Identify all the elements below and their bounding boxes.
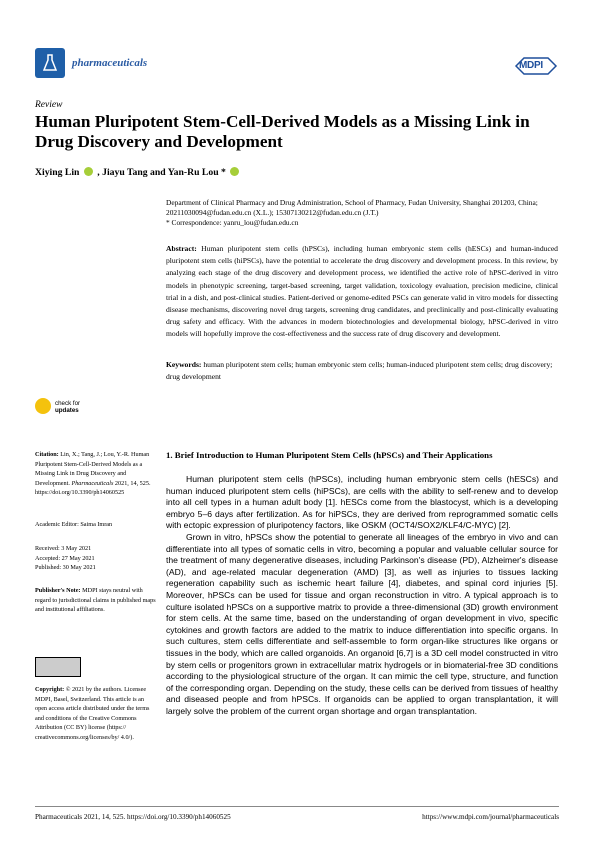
publisher-note [35,586,157,615]
footer-divider [35,806,559,807]
footer-citation[interactable]: Pharmaceuticals 2021, 14, 525. https://doi.org/10.3390/ph14060525 [35,813,231,821]
citation-journal: Pharmaceuticals [71,479,114,487]
keywords-label: Keywords: [166,360,202,369]
flask-icon [43,54,57,72]
author-list [35,167,241,178]
abstract [166,243,558,341]
copyright-text: © 2021 by the authors. Licensee MDPI, Basel, Switzerland. This article is an open access article distributed under the terms and conditions of the Creative Commons Attribution (CC BY) license (https:// creativecommons.org/licenses/by/ 4.0/). [35,686,150,741]
publisher-note-label: Publisher's Note: [35,587,81,594]
affiliation-block [166,198,556,228]
copyright-label: Copyright: [35,686,65,693]
section-heading: 1. Brief Introduction to Human Pluripotent Stem Cells (hPSCs) and Their Applications [166,450,493,460]
published-date: Published: 30 May 2021 [35,564,96,572]
publisher-name: MDPI [519,60,543,71]
citation-ref[interactable]: 2021, 14, 525. https://doi.org/10.3390/ph14060525 [35,479,151,497]
author-first: Xiying Lin [35,167,80,178]
academic-editor: Academic Editor: Saima Imran [35,521,113,528]
journal-logo [35,48,65,78]
article-title: Human Pluripotent Stem-Cell-Derived Models as a Missing Link in Drug Discovery and Development [35,112,530,151]
check-updates-icon [35,398,51,414]
check-updates-line2: updates [55,407,79,414]
body-text [166,474,558,717]
keywords [166,359,558,383]
affiliation: Department of Clinical Pharmacy and Drug Administration, School of Pharmacy, Fudan University, Shanghai 201203, China; 20211030094@fudan.edu.cn (X.L.); 15307130212@fudan.edu.cn (J.T.) [166,198,538,217]
check-updates-line1: check for [55,400,81,407]
journal-name: pharmaceuticals [72,57,148,69]
footer-url[interactable]: https://www.mdpi.com/journal/pharmaceuticals [422,813,559,821]
keywords-text: human pluripotent stem cells; human embryonic stem cells; human-induced pluripotent stem cells; drug discovery; drug development [166,360,553,382]
paragraph: Grown in vitro, hPSCs show the potential to generate all lineages of the embryo in vivo and can differentiate into all types of somatic cells in vitro, becoming a popular and valuable cellular source for the treatment of many degenerative diseases, including Parkinson's disease (PD), Alzheimer's disease (AD), and age-related macular degeneration (AMD) [3], as well as injuries to tissues lacking regeneration capability such as ischemic heart failure [4], diabetes, and spinal cord injuries [5]. Moreover, hPSCs can be used for tissue and organ reconstruction in vitro. A typical approach is to culture isolated hPSCs on a supportive matrix to provide a three-dimensional (3D) growth environment for stem cells. At the same time, based on the understanding of organ development in vivo, specific cytokines and growth factors are added to the matrix to induce differentiation into specific organs. In such cultures, stem cells differentiate and self-assemble to form organ-like structures like organs or tissues in the body, which are called organoids. An organoid [6,7] is a 3D cell model constructed in vitro by stem cells or progenitors grown in extracellular matrix hydrogels or in biomaterial-free 3D conditions according to the physiological structure of the organ. It can mimic the cell type, structure, and function of the corresponding organ. Depending on the study, these cells can be derived from tissues of healthy and diseased people and from hPSCs. If organoids can be applied to organ transplantation, it will largely solve the problem of the current organ shortage and organ transplantation. [166,531,558,716]
citation-text: Lin, X.; Tang, J.; Lou, Y.-R. Human Pluripotent Stem-Cell-Derived Models as a Missing Link in Drug Discovery and Development. [35,451,150,487]
paragraph: Human pluripotent stem cells (hPSCs), including human embryonic stem cells (hESCs) and human induced pluripotent stem cells (hiPSCs), are cells with the ability to self-renew and to develop into all cell types in a human adult body [1]. hESCs come from the blastocyst, which is a developing embryo 5–6 days after fertilization. As for hiPSCs, they are derived from reprogrammed somatic cells with ectopic expression of pluripotency factors, like OSKM (OCT4/SOX2/KLF4/C-MYC) [2]. [166,474,558,531]
correspondence: * Correspondence: yanru_lou@fudan.edu.cn [166,218,299,227]
orcid-icon[interactable] [230,167,239,176]
citation-label: Citation: [35,451,59,458]
accepted-date: Accepted: 27 May 2021 [35,554,95,562]
cc-by-license-icon[interactable] [35,657,81,677]
dates-block [35,544,157,573]
publisher-note-text: MDPI stays neutral with regard to jurisdictional claims in published maps and institutional affiliations. [35,587,156,614]
copyright [35,685,157,743]
orcid-icon[interactable] [84,167,93,176]
article-type: Review [35,100,63,110]
author-rest: , Jiayu Tang and Yan-Ru Lou * [97,167,226,178]
abstract-text: Human pluripotent stem cells (hPSCs), including human embryonic stem cells (hESCs) and human-induced pluripotent stem cells (hiPSCs), have the potential to accelerate the drug discovery and development process. In this review, by analyzing each stage of the drug discovery and development process, we identified the active role of hPSC-derived in vitro models in phenotypic screening, target-based screening, target validation, toxicology evaluation, precision medicine, clinical trial in a dish, and post-clinical studies. Patient-derived or genome-edited PSCs can generate valid in vitro models for dissecting disease mechanisms, discovering novel drug targets, screening drug candidates, and preclinically and post-clinically evaluating drug safety and efficacy. With the advances in modern biotechnologies and developmental biology, hPSC-derived in vitro models will hopefully improve the cost-effectiveness and the success rate of drug discovery and development. [166,244,558,339]
received-date: Received: 3 May 2021 [35,545,92,552]
citation-block [35,450,157,498]
abstract-label: Abstract: [166,244,197,253]
